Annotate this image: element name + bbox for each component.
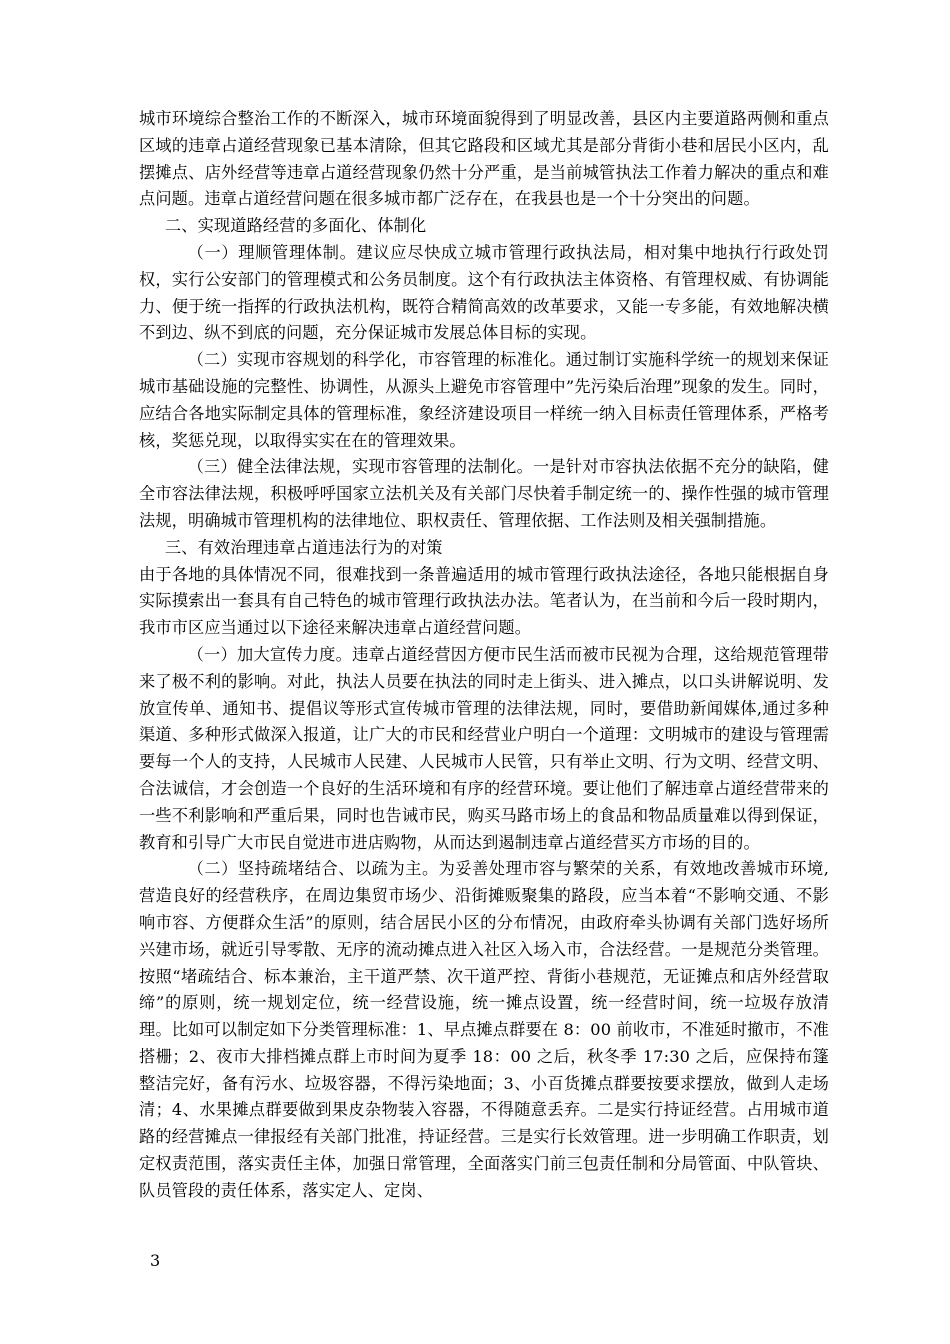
section-heading-2: 二、实现道路经营的多面化、体制化 [164, 216, 427, 236]
paragraph-3-2: （二）坚持疏堵结合、以疏为主。为妥善处理市容与繁荣的关系，有效地改善城市环境,营造良好的经营秩序，在周边集贸市场少、沿街摊贩聚集的路段，应当本着“不影响交通、不影响市容、方便群众生活”的原则，结合居民小区的分布情况，由政府牵头协调有关部门选好场所兴建市场，就近引导零散、无序的流动摊点进入社区入场入市，合法经营。一是规范分类管理。按照“堵疏结合、标本兼治，主干道严禁、次干道严控、背街小巷规范，无证摊点和店外经营取缔”的原则，统一规划定位，统一经营设施，统一摊点设置，统一经营时间，统一垃圾存放清理。比如可以制定如下分类管理标准：1、早点摊点群要在 8：00 前收市，不准延时撤市，不准搭栅；2、夜市大排档摊点群上市时间为夏季 18：00 之后，秋冬季 17:30 之后，应保持布篷整洁完好，备有污水、垃圾容器，不得污染地面；3、小百货摊点群要按要求摆放，做到人走场清；4、水果摊点群要做到果皮杂物装入容器，不得随意丢弃。二是实行持证经营。占用城市道路的经营摊点一律报经有关部门批准，持证经营。三是实行长效管理。进一步明确工作职责，划定权责范围，落实责任主体，加强日常管理，全面落实门前三包责任制和分局管面、中队管块、队员管段的责任体系，落实定人、定岗、 [139, 859, 829, 1200]
paragraph-2-2: （二）实现市容规划的科学化，市容管理的标准化。通过制订实施科学统一的规划来保证城市基础设施的完整性、协调性，从源头上避免市容管理中”先污染后治理”现象的发生。同时，应结合各地实际制定具体的管理标准，象经济建设项目一样统一纳入目标责任管理体系，严格考核，奖惩兑现，以取得实实在在的管理效果。 [139, 350, 829, 450]
paragraph-3-intro: 由于各地的具体情况不同，很难找到一条普遍适用的城市管理行政执法途径，各地只能根据自身实际摸索出一套具有自己特色的城市管理行政执法办法。笔者认为，在当前和今后一段时期内，我市市区应当通过以下途径来解决违章占道经营问题。 [139, 564, 829, 638]
section-heading-3: 三、有效治理违章占道违法行为的对策 [164, 537, 443, 557]
document-body [139, 106, 829, 1205]
paragraph-3-1: （一）加大宣传力度。违章占道经营因方便市民生活而被市民视为合理，这给规范管理带来了极不利的影响。对此，执法人员要在执法的同时走上街头、进入摊点，以口头讲解说明、发放宣传单、通知书、提倡议等形式宣传城市管理的法律法规，同时，要借助新闻媒体,通过多种渠道、多种形式做深入报道，让广大的市民和经营业户明白一个道理：文明城市的建设与管理需要每一个人的支持，人民城市人民建、人民城市人民管，只有举止文明、行为文明、经营文明、合法诚信，才会创造一个良好的生活环境和有序的经营环境。要让他们了解违章占道经营带来的一些不利影响和严重后果，同时也告诫市民，购买马路市场上的食品和物品质量难以得到保证，教育和引导广大市民自觉进市进店购物，从而达到遏制违章占道经营买方市场的目的。 [139, 644, 829, 852]
paragraph-2-1: （一）理顺管理体制。建议应尽快成立城市管理行政执法局，相对集中地执行行政处罚权，实行公安部门的管理模式和公务员制度。这个有行政执法主体资格、有管理权威、有协调能力、便于统一指挥的行政执法机构，既符合精简高效的改革要求，又能一专多能，有效地解决横不到边、纵不到底的问题，充分保证城市发展总体目标的实现。 [139, 242, 829, 343]
page-number: 3 [150, 1251, 161, 1270]
paragraph-intro: 城市环境综合整治工作的不断深入，城市环境面貌得到了明显改善，县区内主要道路两侧和重点区域的违章占道经营现象已基本清除，但其它路段和区域尤其是部分背街小巷和居民小区内，乱摆摊点、店外经营等违章占道经营现象仍然十分严重，是当前城管执法工作着力解决的重点和难点问题。违章占道经营问题在很多城市都广泛存在，在我县也是一个十分突出的问题。 [139, 109, 829, 209]
paragraph-2-3: （三）健全法律法规，实现市容管理的法制化。一是针对市容执法依据不充分的缺陷，健全市容法律法规，积极呼呼国家立法机关及有关部门尽快着手制定统一的、操作性强的城市管理法规，明确城市管理机构的法律地位、职权责任、管理依据、工作法则及相关强制措施。 [139, 457, 829, 530]
